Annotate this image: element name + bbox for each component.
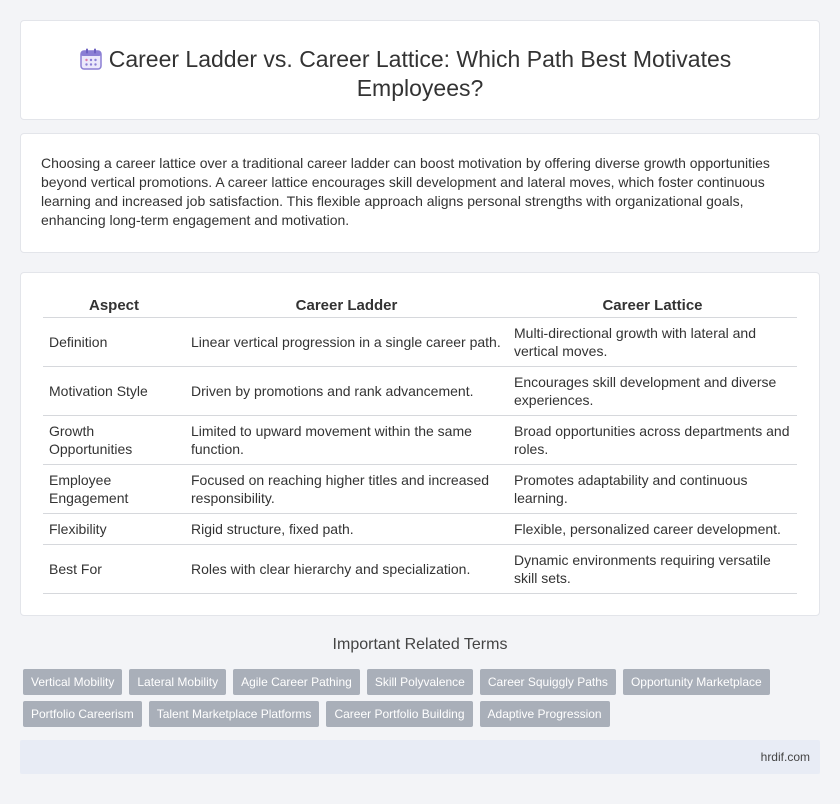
table-header-row bbox=[43, 293, 797, 318]
table-cell-lattice: Promotes adaptability and continuous learning. bbox=[508, 465, 797, 514]
tag-career-squiggly-paths[interactable]: Career Squiggly Paths bbox=[480, 669, 616, 695]
table-row bbox=[43, 367, 797, 416]
comparison-table bbox=[43, 293, 797, 594]
intro-card bbox=[20, 133, 820, 253]
title-card bbox=[20, 20, 820, 120]
table-cell-aspect: Growth Opportunities bbox=[43, 416, 185, 465]
related-terms-tags bbox=[23, 669, 823, 727]
footer-site-link[interactable]: hrdif.com bbox=[760, 750, 810, 764]
table-cell-aspect: Motivation Style bbox=[43, 367, 185, 416]
table-row bbox=[43, 318, 797, 367]
tag-skill-polyvalence[interactable]: Skill Polyvalence bbox=[367, 669, 473, 695]
table-cell-lattice: Broad opportunities across departments and roles. bbox=[508, 416, 797, 465]
table-cell-ladder: Rigid structure, fixed path. bbox=[185, 514, 508, 545]
table-cell-ladder: Driven by promotions and rank advancement. bbox=[185, 367, 508, 416]
tag-adaptive-progression[interactable]: Adaptive Progression bbox=[480, 701, 610, 727]
tag-lateral-mobility[interactable]: Lateral Mobility bbox=[129, 669, 226, 695]
table-cell-lattice: Encourages skill development and diverse experiences. bbox=[508, 367, 797, 416]
table-cell-ladder: Focused on reaching higher titles and increased responsibility. bbox=[185, 465, 508, 514]
table-cell-lattice: Dynamic environments requiring versatile skill sets. bbox=[508, 545, 797, 594]
table-cell-ladder: Roles with clear hierarchy and specialization. bbox=[185, 545, 508, 594]
tag-opportunity-marketplace[interactable]: Opportunity Marketplace bbox=[623, 669, 770, 695]
tag-talent-marketplace-platforms[interactable]: Talent Marketplace Platforms bbox=[149, 701, 320, 727]
table-cell-aspect: Flexibility bbox=[43, 514, 185, 545]
tag-portfolio-careerism[interactable]: Portfolio Careerism bbox=[23, 701, 142, 727]
table-row bbox=[43, 514, 797, 545]
table-cell-ladder: Limited to upward movement within the same function. bbox=[185, 416, 508, 465]
table-cell-lattice: Multi-directional growth with lateral and vertical moves. bbox=[508, 318, 797, 367]
intro-paragraph: Choosing a career lattice over a traditional career ladder can boost motivation by offering diverse growth opportunities beyond vertical promotions. A career lattice encourages skill development and lateral moves, which foster continuous learning and increased job satisfaction. This flexible approach aligns personal strengths with organizational goals, enhancing long-term engagement and motivation. bbox=[41, 155, 770, 228]
table-row bbox=[43, 465, 797, 514]
table-row bbox=[43, 545, 797, 594]
table-cell-lattice: Flexible, personalized career development. bbox=[508, 514, 797, 545]
page-title: Career Ladder vs. Career Lattice: Which Path Best Motivates Employees? bbox=[108, 46, 732, 101]
tag-vertical-mobility[interactable]: Vertical Mobility bbox=[23, 669, 122, 695]
tag-agile-career-pathing[interactable]: Agile Career Pathing bbox=[233, 669, 360, 695]
tag-career-portfolio-building[interactable]: Career Portfolio Building bbox=[326, 701, 472, 727]
column-header-career-lattice: Career Lattice bbox=[508, 293, 797, 318]
column-header-aspect: Aspect bbox=[43, 293, 185, 318]
table-cell-ladder: Linear vertical progression in a single career path. bbox=[185, 318, 508, 367]
related-terms-title: Important Related Terms bbox=[332, 636, 508, 653]
table-cell-aspect: Best For bbox=[43, 545, 185, 594]
table-cell-aspect: Employee Engagement bbox=[43, 465, 185, 514]
comparison-table-card bbox=[20, 272, 820, 616]
column-header-career-ladder: Career Ladder bbox=[185, 293, 508, 318]
table-cell-aspect: Definition bbox=[43, 318, 185, 367]
table-row bbox=[43, 416, 797, 465]
footer bbox=[20, 740, 820, 774]
